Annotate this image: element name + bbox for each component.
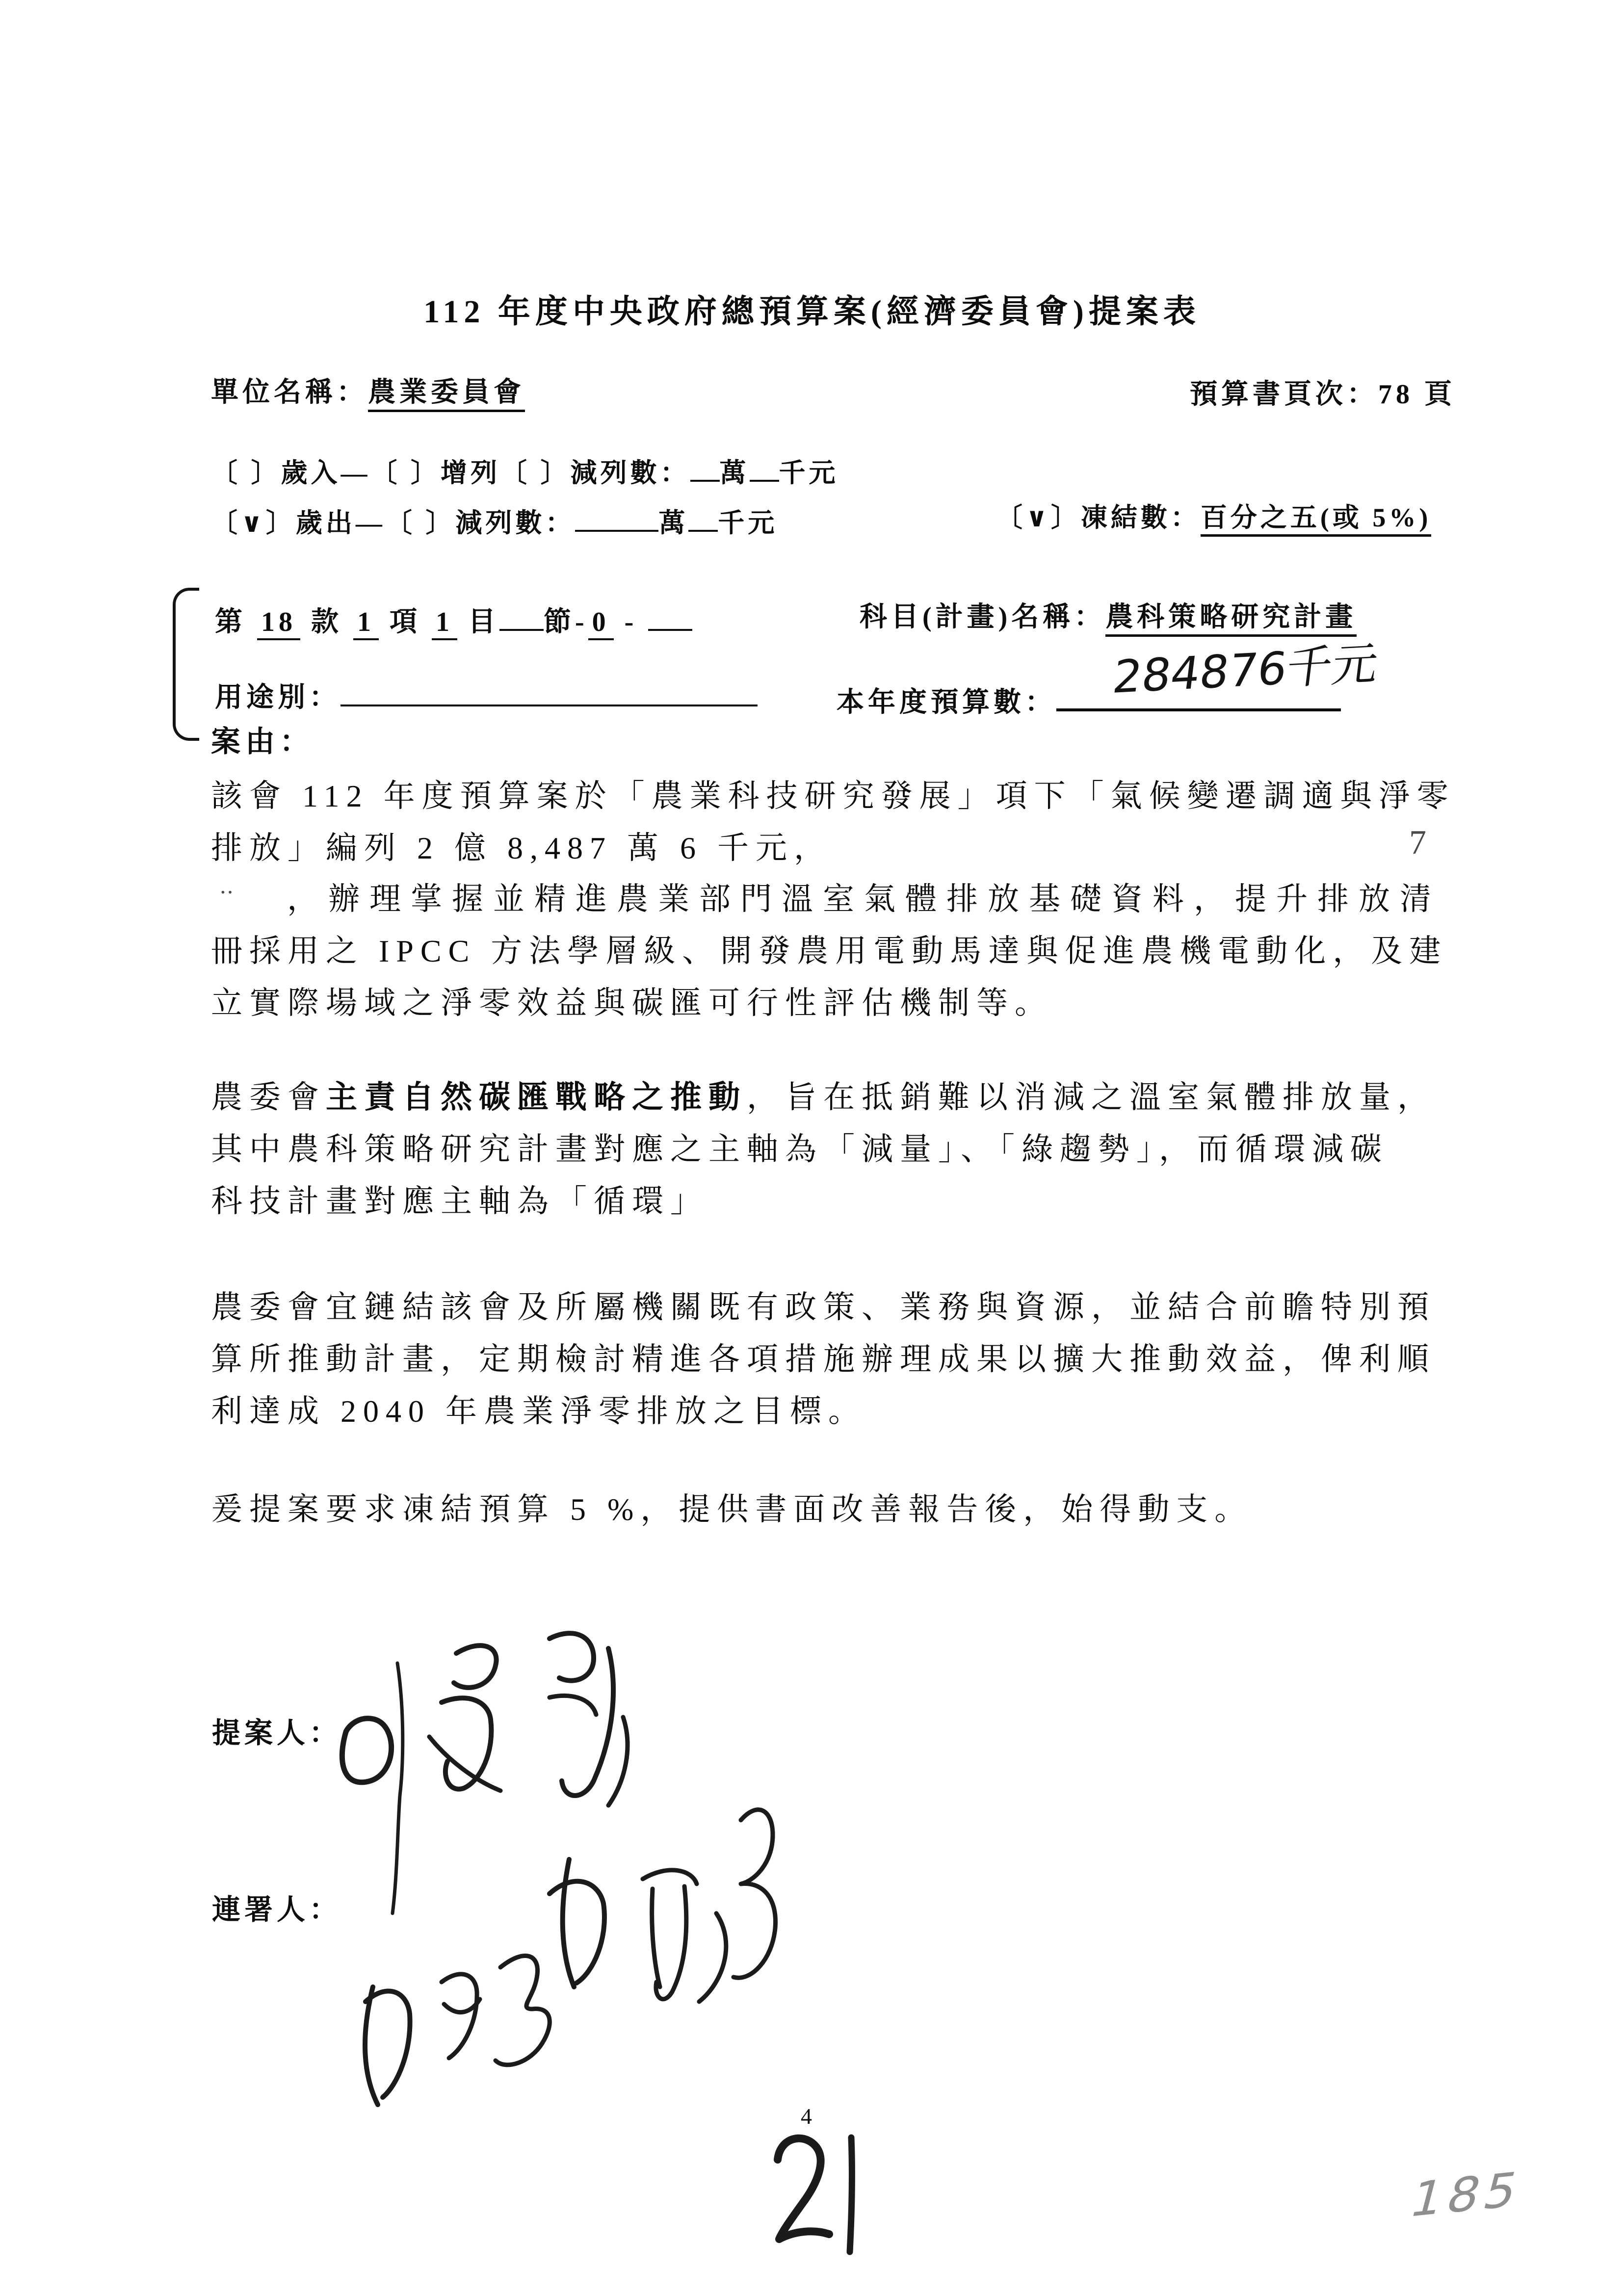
paragraph3-line1: 農委會宜鏈結該會及所屬機關既有政策、業務與資源，並結合前瞻特別預: [211, 1290, 1436, 1325]
stray-mark-7: 7: [1409, 824, 1426, 861]
paragraph1-line3: ，辦理掌握並精進農業部門溫室氣體排放基礎資料，提升排放清: [287, 882, 1441, 916]
paragraph2-line3: 科技計畫對應主軸為「循環」: [211, 1184, 708, 1219]
document-title: 112 年度中央政府總預算案(經濟委員會)提案表: [423, 294, 1201, 330]
case-heading: 案由：: [211, 726, 314, 758]
section-kuan-number: 18: [257, 607, 300, 640]
year-budget-handwritten-value: 284876千元: [1109, 637, 1381, 704]
unit-name-value: 農業委員會: [368, 377, 525, 412]
expenditure-blank-1: [575, 502, 658, 532]
section-label-mu: 目: [468, 607, 499, 637]
usage-label: 用途別：: [215, 682, 341, 713]
paragraph2-prefix: 農委會: [211, 1080, 326, 1115]
proposer-label: 提案人：: [212, 1717, 342, 1749]
section-label-di: 第: [215, 607, 246, 637]
unit-name-label: 單位名稱：: [211, 377, 368, 408]
expenditure-row-text: 〔∨〕歲出—〔 〕減列數：: [211, 508, 576, 538]
handwritten-page-number: [756, 2125, 868, 2258]
expenditure-row: [211, 502, 778, 538]
section-mu-number: 1: [432, 607, 457, 640]
revenue-blank-2: [750, 452, 779, 482]
revenue-row: [211, 452, 839, 488]
expenditure-unit-1: 萬: [658, 508, 689, 538]
paragraph1-line1: 該會 112 年度預算案於「農業科技研究發展」項下「氣候變遷調適與淨零: [211, 779, 1455, 813]
freeze-value: 百分之五(或 5%): [1201, 503, 1431, 537]
section-label-jie: 節-: [544, 607, 588, 637]
paragraph2-line2: 其中農科策略研究計畫對應之主軸為「減量」、「綠趨勢」，而循環減碳: [211, 1132, 1388, 1167]
budget-book-page: [1190, 379, 1456, 410]
cosigner-signature-2: [343, 1918, 569, 2124]
paragraph1-line4: 冊採用之 IPCC 方法學層級、開發農用電動馬達與促進農機電動化，及建: [211, 934, 1448, 968]
paragraph1-line2: 排放」編列 2 億 8,487 萬 6 千元，: [211, 831, 832, 865]
expenditure-unit-2: 千元: [718, 508, 778, 538]
cosigner-label: 連署人：: [212, 1894, 342, 1926]
section-dash: -: [624, 607, 638, 637]
handwritten-corner-number: 185: [1404, 2161, 1529, 2229]
revenue-unit-2: 千元: [779, 458, 839, 488]
budget-page-label: 預算書頁次：: [1190, 379, 1378, 410]
subject-value: 農科策略研究計畫: [1105, 602, 1357, 637]
budget-page-value: 78 頁: [1378, 379, 1456, 410]
budget-item-row: [215, 601, 692, 638]
section-label-kuan: 款: [311, 607, 342, 637]
section-blank-2: [648, 601, 692, 631]
paragraph3-line2: 算所推動計畫，定期檢討精進各項措施辦理成果以擴大推動效益，俾利順: [211, 1342, 1436, 1377]
section-jie-number: 0: [588, 607, 614, 640]
section-blank-1: [499, 601, 544, 631]
subject-label: 科目(計畫)名稱：: [860, 602, 1106, 632]
freeze-label: 〔∨〕凍結數：: [996, 503, 1201, 532]
year-budget-label: 本年度預算數：: [837, 687, 1056, 718]
usage-row: [215, 677, 758, 713]
section-xiang-number: 1: [353, 607, 379, 640]
section-label-xiang: 項: [390, 607, 421, 637]
unit-name-row: [211, 377, 525, 408]
left-brace: [173, 588, 199, 741]
stray-dots: ‥: [219, 874, 237, 898]
revenue-blank-1: [690, 452, 720, 482]
paragraph2-suffix: ，旨在抵銷難以消減之溫室氣體排放量，: [747, 1080, 1436, 1115]
usage-blank: [341, 677, 758, 706]
printed-page-number: 4: [801, 2104, 813, 2129]
paragraph3-line3: 利達成 2040 年農業淨零排放之目標。: [211, 1394, 866, 1429]
paragraph4-line1: 爰提案要求凍結預算 5 %，提供書面改善報告後，始得動支。: [211, 1492, 1253, 1527]
paragraph1-line5: 立實際場域之淨零效益與碳匯可行性評估機制等。: [211, 986, 1053, 1020]
freeze-row: [996, 502, 1431, 533]
paragraph2-bold-segment: 主責自然碳匯戰略之推動: [326, 1080, 747, 1115]
paragraph2-line1: [211, 1079, 1436, 1116]
cosigner-signature-1: [530, 1791, 795, 2026]
expenditure-blank-2: [688, 502, 718, 532]
subject-row: [860, 601, 1357, 633]
revenue-unit-1: 萬: [719, 458, 750, 488]
revenue-row-text: 〔 〕歲入—〔 〕增列〔 〕減列數：: [211, 458, 690, 488]
